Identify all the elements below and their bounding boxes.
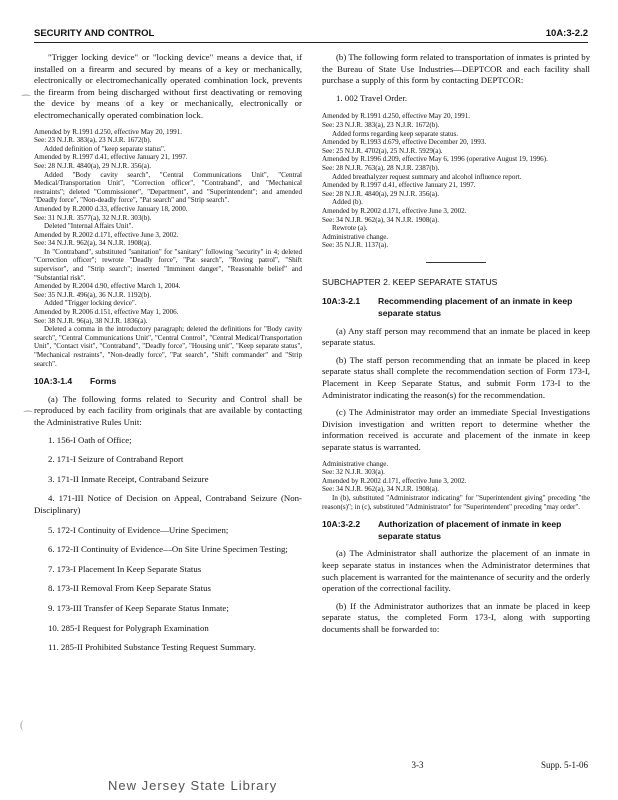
supplement-date: Supp. 5-1-06 (541, 760, 588, 770)
section-number: 10A:3-1.4 (34, 376, 73, 387)
paragraph-b: (b) The following form related to transportation of inmates is printed by the Bureau of State Use Industries—DEPTCOR and each facility shall purchase a supply of this form by contacting DEPTCOR: (322, 52, 590, 86)
section-heading-2-1 (322, 296, 590, 319)
section-title: Forms (90, 376, 117, 387)
section-number: 10A:3-2.2 (322, 519, 361, 530)
history-note: Added "Trigger locking device". (44, 299, 137, 308)
form-list-item: 8. 173-II Removal From Keep Separate Status (48, 583, 211, 594)
history-note: Added forms regarding keep separate status. (332, 129, 459, 138)
history-note: In "Contraband", substituted "sanitation" for "sanitary" following "security" in 4; deleted "Correction officer"; rewrote "Deadly force", "Pat search", "Roving patrol", "Shift supervisor", and "Strip search"; inserted "Imminent danger", "Reasonable belief" and "Substantial risk". (34, 247, 302, 282)
form-list-item: 7. 173-I Placement In Keep Separate Status (48, 563, 202, 574)
header-title: SECURITY AND CONTROL (34, 28, 155, 39)
section-number: 10A:3-2.1 (322, 296, 361, 307)
history-note: Amended by R.2006 d.151, effective May 1, 2006. (34, 308, 179, 317)
paragraph-2-1-b: (b) The staff person recommending that an inmate be placed in keep separate status shall complete the recommendation section of Form 173-I, Placement in Keep Separate Status, and submit Form 173-I to the Administrator indicating the reason(s) for the recommendation. (322, 354, 590, 400)
header-section: 10A:3-2.2 (545, 28, 588, 39)
history-note: Amended by R.1997 d.41, effective January 21, 1997. (322, 181, 476, 190)
form-list-item: 6. 172-II Continuity of Evidence—On Site Urine Specimen Testing; (48, 544, 288, 555)
history-note: See: 32 N.J.R. 303(a). (322, 468, 385, 477)
history-note: See: 35 N.J.R. 496(a), 36 N.J.R. 1192(b). (34, 290, 152, 299)
history-note: See: 35 N.J.R. 1137(a). (322, 241, 389, 250)
history-note: Amended by R.1996 d.209, effective May 6, 1996 (operative August 19, 1996). (322, 155, 548, 164)
form-list-item: 4. 171-III Notice of Decision on Appeal, Contraband Seizure (Non-Disciplinary) (34, 493, 302, 515)
history-notes-right-1 (322, 112, 590, 250)
history-note: See: 34 N.J.R. 962(a), 34 N.J.R. 1908(a). (322, 215, 440, 224)
history-note: Added definition of "keep separate status". (44, 144, 166, 153)
section-divider (426, 262, 486, 263)
travel-order-item: 1. 002 Travel Order. (336, 92, 408, 103)
section-title: Authorization of placement of inmate in keep separate status (378, 519, 562, 541)
paragraph-2-2-b: (b) If the Administrator authorizes that an inmate be placed in keep separate status, the completed Form 173-I, along with supporting documents shall be forwarded to: (322, 600, 590, 634)
history-note: See: 23 N.J.R. 383(a), 23 N.J.R. 1672(b). (322, 120, 440, 129)
form-list-item: 10. 285-I Request for Polygraph Examination (48, 622, 209, 633)
section-heading-2-2 (322, 519, 590, 542)
history-note: Administrative change. (322, 232, 389, 241)
history-note: Added (b). (332, 198, 363, 207)
history-note: Amended by R.2002 d.171, effective June 3, 2002. (322, 476, 467, 485)
history-note: Amended by R.2004 d.90, effective March 1, 2004. (34, 282, 181, 291)
form-list-item: 9. 173-III Transfer of Keep Separate Status Inmate; (48, 602, 229, 613)
form-list-item: 1. 156-I Oath of Office; (48, 434, 132, 445)
history-note: Amended by R.1993 d.679, effective December 20, 1993. (322, 138, 487, 147)
form-list-item: 2. 171-I Seizure of Contraband Report (48, 454, 184, 465)
history-note: See: 28 N.J.R. 4840(a), 29 N.J.R. 356(a). (322, 189, 440, 198)
margin-mark: ⁀ (24, 412, 33, 423)
library-watermark: New Jersey State Library (108, 778, 278, 793)
margin-mark: ⁀ (22, 96, 31, 107)
history-notes-right-2 (322, 460, 590, 512)
history-note: Amended by R.1991 d.250, effective May 20, 1991. (322, 112, 471, 121)
left-column (34, 52, 302, 662)
forms-list (34, 435, 302, 654)
history-note: Amended by R.2000 d.33, effective January 18, 2000. (34, 204, 188, 213)
page-number: 3-3 (411, 760, 424, 770)
history-note: See: 31 N.J.R. 3577(a), 32 N.J.R. 303(b). (34, 213, 152, 222)
history-note: See: 34 N.J.R. 962(a), 34 N.J.R. 1908(a). (34, 239, 152, 248)
history-note: See: 25 N.J.R. 4702(a), 25 N.J.R. 5929(a). (322, 146, 443, 155)
history-note: See: 38 N.J.R. 96(a), 38 N.J.R. 1836(a). (34, 316, 148, 325)
form-list-item: 3. 171-II Inmate Receipt, Contraband Seizure (48, 473, 209, 484)
history-note: In (b), substituted "Administrator indicating" for "Superintendent giving" preceding "the reason(s)"; in (c), substituted "Administrator" for "Superintendent" preceding "may order". (322, 493, 590, 511)
history-note: Added breathalyzer request summary and alcohol influence report. (332, 172, 522, 181)
page-footer (34, 760, 588, 770)
history-note: See: 34 N.J.R. 962(a), 34 N.J.R. 1908(a). (322, 485, 440, 494)
history-note: Amended by R.2002 d.171, effective June 3, 2002. (322, 206, 467, 215)
history-note: See: 28 N.J.R. 763(a), 28 N.J.R. 2387(b). (322, 163, 440, 172)
definition-paragraph: "Trigger locking device" or "locking device" means a device that, if installed on a firearm and secured by means of a key or mechanically, electronically or electromechanically operated combination lock, prevents the firearm from being discharged without first deactivating or removing the device by means of a key or mechanically, electronically or electromechanically operated combination lock. (34, 52, 302, 120)
history-notes-left (34, 128, 302, 369)
history-note: Amended by R.1997 d.41, effective January 21, 1997. (34, 153, 188, 162)
paragraph-2-1-c: (c) The Administrator may order an immediate Special Investigations Division investigation and written report to determine whether the information received is accurate and placement of the inmate in keep separate status is warranted. (322, 407, 590, 452)
history-note: Administrative change. (322, 459, 389, 468)
history-note: See: 28 N.J.R. 4840(a), 29 N.J.R. 356(a). (34, 161, 152, 170)
history-note: Amended by R.2002 d.171, effective June 3, 2002. (34, 230, 179, 239)
history-note: See: 23 N.J.R. 383(a), 23 N.J.R. 1672(b). (34, 136, 152, 145)
history-note: Deleted a comma in the introductory paragraph; deleted the definitions for "Body cavity search", "Central Communications Unit", "Central Control", "Central Medical/Transportation Unit", "Contact visit", "Contraband", "Deadly force", "Housing unit", "Keep separate status", "Mechanical restraints", "Non-deadly force", "Pat search", "Shift commander" and "Strip search". (34, 325, 302, 368)
paragraph-2-2-a: (a) The Administrator shall authorize the placement of an inmate in keep separate status in instances when the Administrator determines that such placement is warranted for the maintenance of security and the orderly operation of the correctional facility. (322, 548, 590, 594)
subchapter-title: SUBCHAPTER 2. KEEP SEPARATE STATUS (322, 276, 498, 287)
form-list-item: 5. 172-I Continuity of Evidence—Urine Specimen; (48, 524, 229, 535)
history-note: Added "Body cavity search", "Central Communications Unit", "Central Medical/Transportation Unit", "Correction officer", "Contraband", and "Mechanical restraints"; deleted "Commissioner", "Department", and "Superintendent"; and amended "Deadly force", "Non-deadly force", "Pat search" and "Strip search". (34, 170, 302, 205)
running-header (34, 28, 588, 43)
form-list-item: 11. 285-II Prohibited Substance Testing Request Summary. (48, 642, 256, 653)
binding-hole-mark: ( (20, 720, 24, 731)
section-heading-1-4 (34, 376, 302, 388)
history-note: Amended by R.1991 d.250, effective May 20, 1991. (34, 127, 183, 136)
paragraph-2-1-a: (a) Any staff person may recommend that an inmate be placed in keep separate status. (322, 325, 590, 348)
forms-intro: (a) The following forms related to Security and Control shall be reproduced by each facility from originals that are available by contacting the Administrative Rules Unit: (34, 393, 302, 427)
history-note: Deleted "Internal Affairs Unit". (44, 222, 134, 231)
history-note: Rewrote (a). (332, 224, 368, 233)
right-column (322, 52, 590, 642)
section-title: Recommending placement of an inmate in keep separate status (378, 296, 573, 319)
